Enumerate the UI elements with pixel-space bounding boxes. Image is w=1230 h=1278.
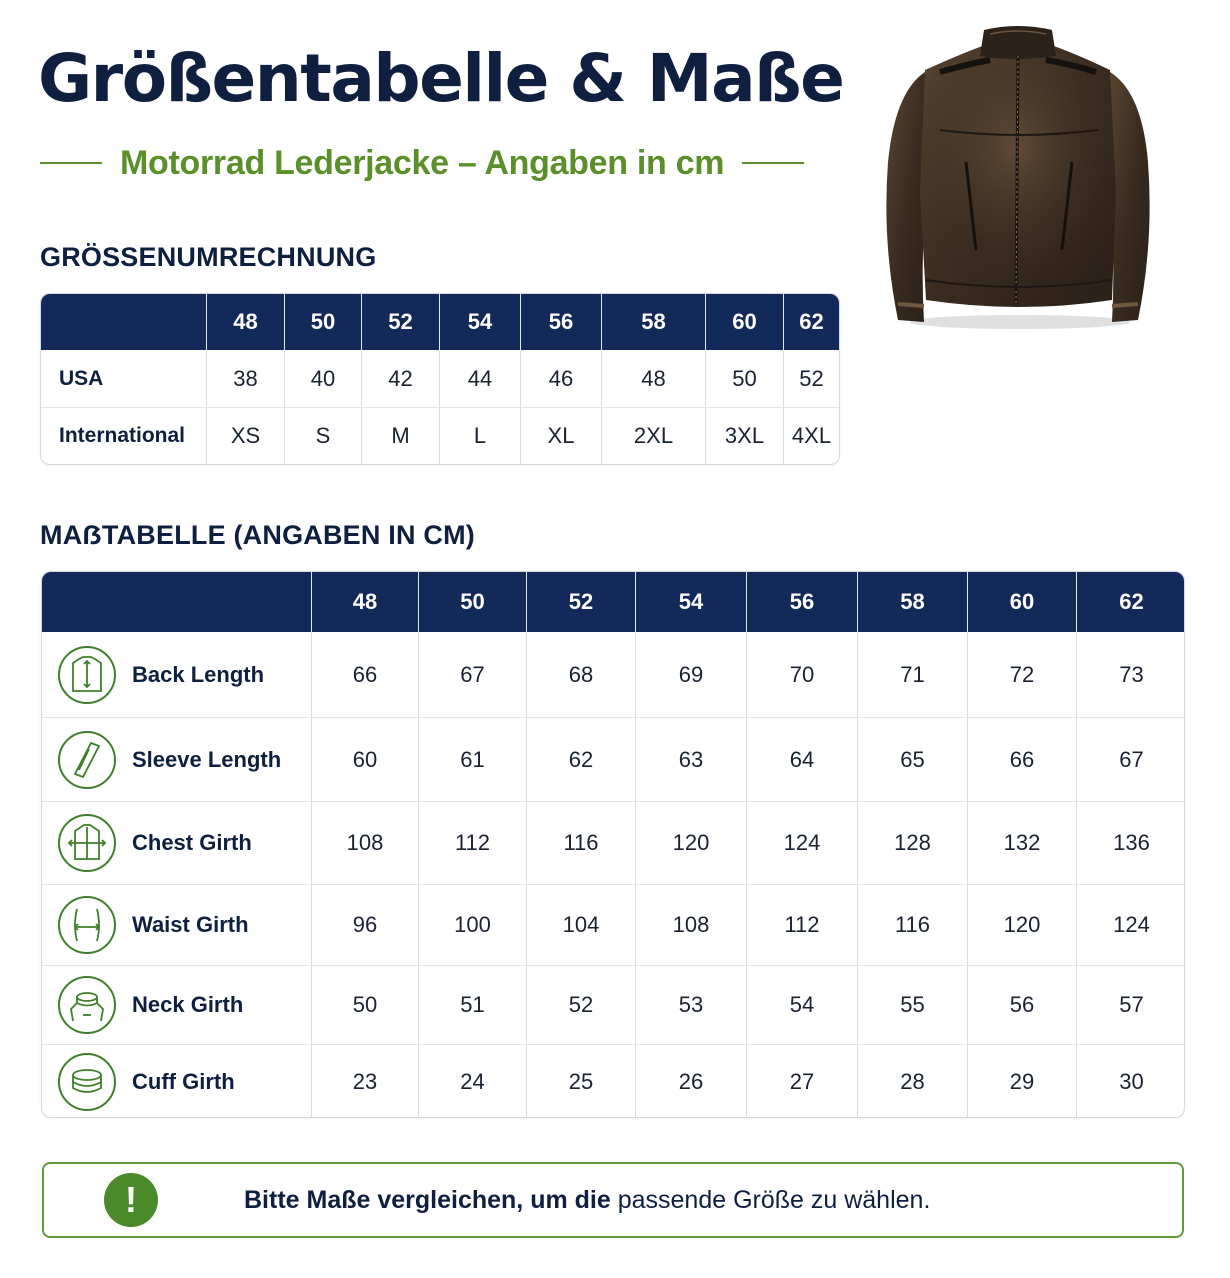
table-cell: S xyxy=(284,407,361,464)
table-cell: 116 xyxy=(857,884,967,965)
table-cell: 120 xyxy=(967,884,1076,965)
table-cell: 67 xyxy=(418,632,526,717)
row-label: Chest Girth xyxy=(132,830,252,855)
neck-girth-icon xyxy=(58,976,116,1034)
table-cell: XS xyxy=(206,407,284,464)
table-cell: 62 xyxy=(526,717,635,801)
table-cell: 55 xyxy=(857,965,967,1044)
measurement-size-header: 58 xyxy=(857,572,967,632)
measurement-table xyxy=(41,571,1185,1118)
table-cell: 72 xyxy=(967,632,1076,717)
table-cell: 57 xyxy=(1076,965,1185,1044)
table-cell: 38 xyxy=(206,350,284,407)
row-label-cell xyxy=(42,632,311,717)
page-subtitle: Motorrad Lederjacke – Angaben in cm xyxy=(120,143,725,182)
table-cell: 60 xyxy=(311,717,418,801)
table-cell: 71 xyxy=(857,632,967,717)
back-length-icon xyxy=(58,646,116,704)
table-cell: 108 xyxy=(311,801,418,884)
conversion-size-header: 48 xyxy=(206,294,284,350)
table-cell: 108 xyxy=(635,884,746,965)
note-text-bold: Bitte Maße vergleichen, um die xyxy=(244,1186,611,1214)
measurement-row-chest-girth xyxy=(42,801,1185,884)
table-cell: 3XL xyxy=(705,407,783,464)
table-cell: 128 xyxy=(857,801,967,884)
row-label-cell xyxy=(42,1044,311,1118)
table-cell: 28 xyxy=(857,1044,967,1118)
table-cell: 4XL xyxy=(783,407,839,464)
info-note xyxy=(42,1162,1184,1238)
table-cell: 120 xyxy=(635,801,746,884)
sleeve-length-icon xyxy=(58,731,116,789)
measurement-row-neck-girth xyxy=(42,965,1185,1044)
table-cell: 2XL xyxy=(601,407,705,464)
table-cell: 116 xyxy=(526,801,635,884)
measurement-size-header: 56 xyxy=(746,572,857,632)
table-cell: 124 xyxy=(1076,884,1185,965)
measurement-size-header: 50 xyxy=(418,572,526,632)
measurement-size-header: 52 xyxy=(526,572,635,632)
table-cell: M xyxy=(361,407,439,464)
row-label: Sleeve Length xyxy=(132,746,282,772)
table-cell: 44 xyxy=(439,350,520,407)
table-cell: 53 xyxy=(635,965,746,1044)
subtitle-rule-right xyxy=(742,162,804,164)
table-cell: 96 xyxy=(311,884,418,965)
conversion-row-international xyxy=(41,407,839,464)
table-cell: 30 xyxy=(1076,1044,1185,1118)
table-cell: 70 xyxy=(746,632,857,717)
table-cell: 24 xyxy=(418,1044,526,1118)
page-title: Größentabelle & Maße xyxy=(38,40,844,117)
table-cell: 124 xyxy=(746,801,857,884)
conversion-size-header: 60 xyxy=(705,294,783,350)
subtitle-rule-left xyxy=(40,162,102,164)
table-cell: 67 xyxy=(1076,717,1185,801)
measurement-size-header: 54 xyxy=(635,572,746,632)
row-label-cell xyxy=(42,965,311,1044)
table-cell: 27 xyxy=(746,1044,857,1118)
conversion-size-header: 56 xyxy=(520,294,601,350)
conversion-size-header: 54 xyxy=(439,294,520,350)
table-cell: 25 xyxy=(526,1044,635,1118)
chest-girth-icon xyxy=(58,814,116,872)
measurement-row-back-length xyxy=(42,632,1185,717)
waist-girth-icon xyxy=(58,896,116,954)
conversion-size-header: 58 xyxy=(601,294,705,350)
conversion-section-title: GRÖSSENUMRECHNUNG xyxy=(40,242,377,272)
conversion-size-header: 52 xyxy=(361,294,439,350)
table-cell: 48 xyxy=(601,350,705,407)
cuff-girth-icon xyxy=(58,1053,116,1111)
row-label: USA xyxy=(59,366,104,390)
note-text-rest: passende Größe zu wählen. xyxy=(610,1186,931,1214)
leather-jacket-image xyxy=(880,22,1155,330)
row-label-cell xyxy=(42,801,311,884)
measurement-size-header: 48 xyxy=(311,572,418,632)
table-cell: 100 xyxy=(418,884,526,965)
table-cell: 56 xyxy=(967,965,1076,1044)
row-label: Waist Girth xyxy=(132,912,249,937)
row-label: Cuff Girth xyxy=(132,1069,235,1094)
measurement-size-header: 60 xyxy=(967,572,1076,632)
measurement-row-sleeve-length xyxy=(42,717,1185,801)
measurement-row-waist-girth xyxy=(42,884,1185,965)
table-cell: 65 xyxy=(857,717,967,801)
subtitle-row xyxy=(40,140,788,186)
table-cell: 46 xyxy=(520,350,601,407)
table-cell: 23 xyxy=(311,1044,418,1118)
conversion-header-row xyxy=(41,294,839,350)
table-cell: 132 xyxy=(967,801,1076,884)
table-cell: 63 xyxy=(635,717,746,801)
row-label: Back Length xyxy=(132,661,265,687)
table-cell: 68 xyxy=(526,632,635,717)
exclamation-icon: ! xyxy=(104,1173,158,1227)
table-cell: 52 xyxy=(526,965,635,1044)
table-cell: XL xyxy=(520,407,601,464)
table-cell: 104 xyxy=(526,884,635,965)
table-cell: 50 xyxy=(705,350,783,407)
table-cell: 136 xyxy=(1076,801,1185,884)
table-cell: 66 xyxy=(311,632,418,717)
table-cell: 73 xyxy=(1076,632,1185,717)
table-cell: 69 xyxy=(635,632,746,717)
measurement-row-cuff-girth xyxy=(42,1044,1185,1118)
measurement-size-header: 62 xyxy=(1076,572,1185,632)
table-cell: 51 xyxy=(418,965,526,1044)
row-label-cell xyxy=(42,884,311,965)
measurement-header-row xyxy=(42,572,1185,632)
size-conversion-table xyxy=(40,293,840,465)
table-cell: 52 xyxy=(783,350,839,407)
table-cell: 54 xyxy=(746,965,857,1044)
conversion-size-header: 50 xyxy=(284,294,361,350)
table-cell: 50 xyxy=(311,965,418,1044)
table-cell: 29 xyxy=(967,1044,1076,1118)
table-cell: L xyxy=(439,407,520,464)
row-label-cell xyxy=(42,717,311,801)
row-label: International xyxy=(41,407,206,464)
measurement-header-corner xyxy=(42,572,311,632)
conversion-row-usa xyxy=(41,350,839,407)
table-cell: 40 xyxy=(284,350,361,407)
note-text xyxy=(244,1186,930,1215)
row-label: Neck Girth xyxy=(132,992,244,1017)
conversion-header-corner xyxy=(41,294,206,350)
table-cell: 26 xyxy=(635,1044,746,1118)
conversion-size-header: 62 xyxy=(783,294,839,350)
table-cell: 64 xyxy=(746,717,857,801)
table-cell: 112 xyxy=(746,884,857,965)
table-cell: 61 xyxy=(418,717,526,801)
table-cell: 112 xyxy=(418,801,526,884)
table-cell: 42 xyxy=(361,350,439,407)
table-cell: 66 xyxy=(967,717,1076,801)
measurement-section-title: MAẞTABELLE (ANGABEN IN CM) xyxy=(40,520,475,550)
